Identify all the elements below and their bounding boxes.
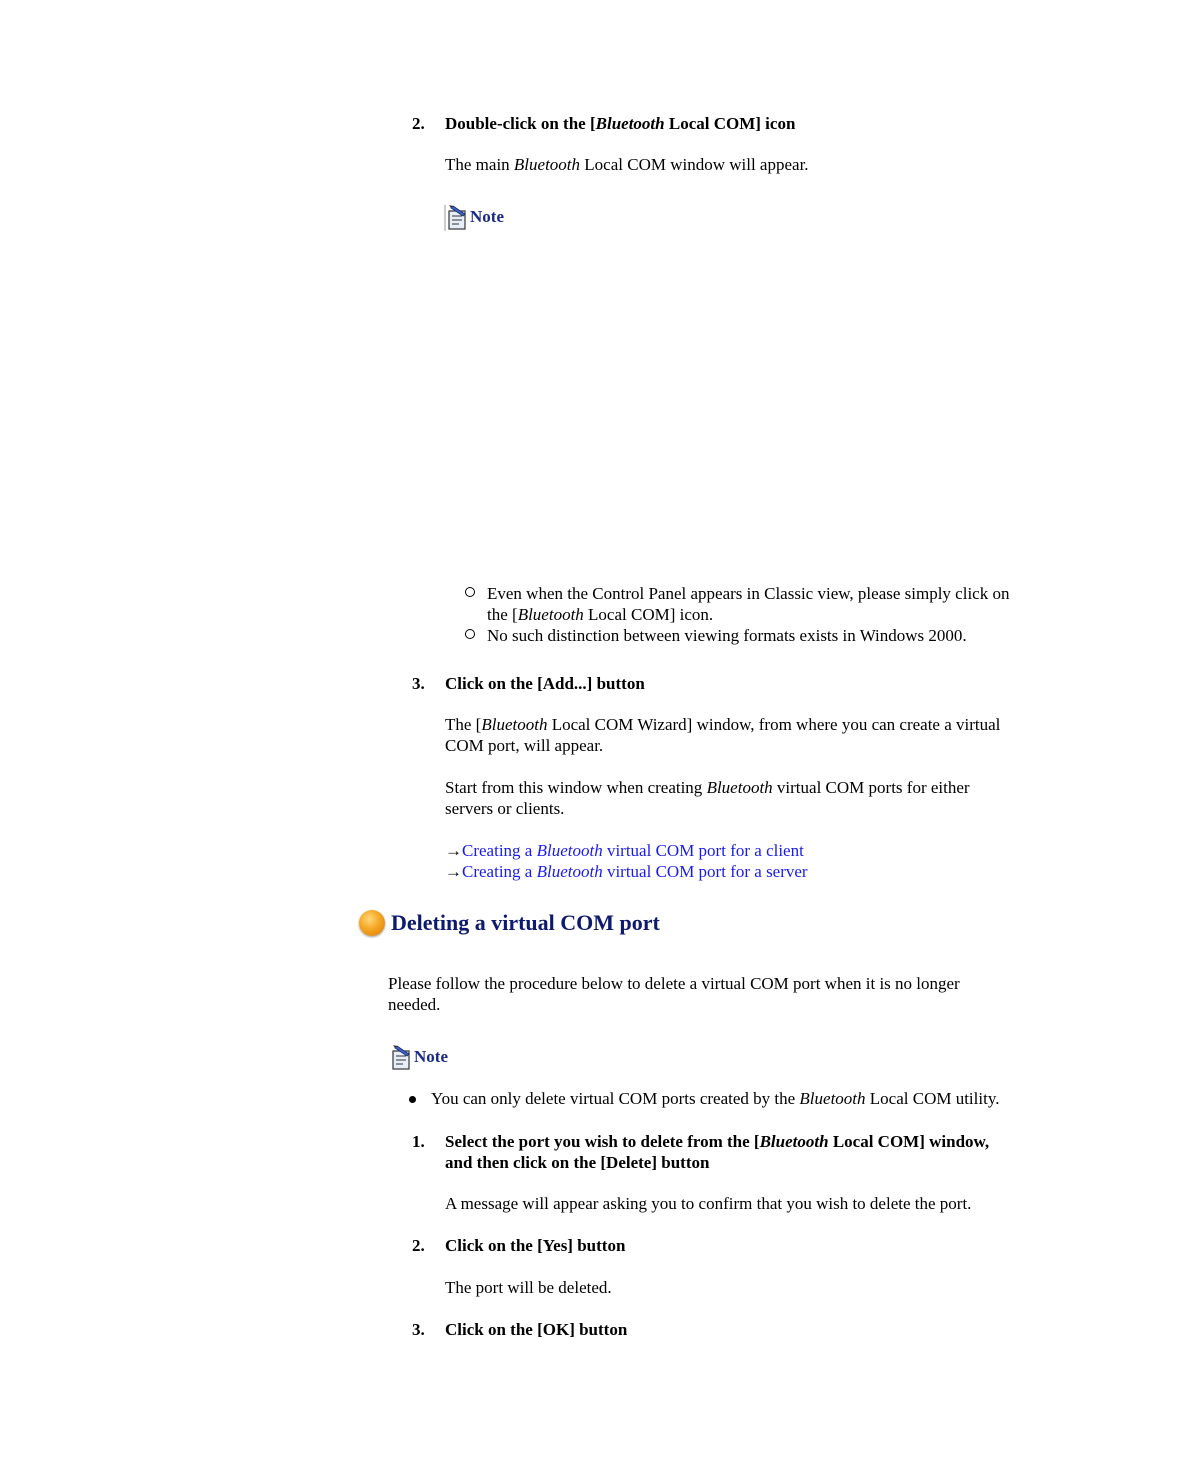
delete-step-1-description: A message will appear asking you to confirm that you wish to delete the port. [445, 1194, 972, 1213]
desc-line-1 [445, 777, 970, 798]
intro-line-2: needed. [388, 995, 441, 1014]
note-1-item-2 [487, 625, 967, 646]
desc-pre: The main [445, 155, 514, 174]
desc-italic: Bluetooth [513, 155, 581, 174]
step-text-italic: Bluetooth [595, 114, 665, 133]
step-3-heading [412, 673, 645, 694]
intro-line-1: Please follow the procedure below to delete a virtual COM port when it is no longer [388, 974, 960, 993]
arrow-icon: → [445, 862, 462, 881]
desc-italic: Bluetooth [706, 778, 773, 797]
step-number: 3. [412, 674, 425, 693]
delete-step-1-heading [412, 1131, 990, 1173]
link-post: virtual COM port for a server [602, 862, 808, 881]
circle-bullet-icon [465, 587, 475, 597]
note-label: Note [470, 207, 504, 226]
step-3-description-2 [445, 777, 970, 819]
orange-orb-icon [359, 910, 385, 936]
step-number: 3. [412, 1320, 425, 1339]
desc-post: virtual COM ports for either [772, 778, 970, 797]
delete-step-2-description: The port will be deleted. [445, 1278, 612, 1297]
link-client[interactable] [445, 840, 804, 861]
link-pre: Creating a [462, 862, 537, 881]
desc-pre: The [ [445, 715, 482, 734]
bullet-icon [409, 1096, 416, 1103]
step-number: 1. [412, 1132, 425, 1151]
desc-post: Local COM window will appear. [580, 155, 809, 174]
bullet-italic: Bluetooth [799, 1089, 866, 1108]
item-line-2-post: Local COM] icon. [583, 605, 714, 624]
circle-bullet-icon [465, 629, 475, 639]
link-pre: Creating a [462, 841, 537, 860]
delete-step-3-heading [412, 1319, 628, 1340]
link-server[interactable] [445, 861, 808, 882]
link-server-anchor[interactable] [462, 862, 808, 881]
link-italic: Bluetooth [536, 862, 603, 881]
step-number: 2. [412, 114, 425, 133]
link-client-anchor[interactable] [462, 841, 804, 860]
section-title: Deleting a virtual COM port [391, 910, 660, 935]
step-line-1 [445, 1131, 989, 1152]
delete-step-2-heading [412, 1235, 626, 1256]
step-text: Click on the [Add...] button [445, 674, 645, 693]
link-italic: Bluetooth [536, 841, 603, 860]
item-line-2 [487, 604, 1009, 625]
item-line-1: Even when the Control Panel appears in Classic view, please simply click on [487, 584, 1010, 603]
note-icon [388, 1043, 414, 1071]
step-3-description-1 [445, 714, 1000, 756]
note-2 [388, 1043, 448, 1071]
desc-line-1 [445, 714, 1000, 735]
note-1-item-1 [487, 583, 1009, 625]
step-2-description [445, 154, 809, 175]
note-label: Note [414, 1047, 448, 1066]
note-1 [444, 203, 504, 231]
bullet-post: Local COM utility. [865, 1089, 1000, 1108]
desc-italic: Bluetooth [481, 715, 548, 734]
line-pre: Select the port you wish to delete from the [ [445, 1132, 760, 1151]
step-line-2: and then click on the [Delete] button [445, 1153, 710, 1172]
item-line-2-pre: the [ [487, 605, 518, 624]
desc-post: Local COM Wizard] window, from where you can create a virtual [547, 715, 1001, 734]
desc-pre: Start from this window when creating [445, 778, 707, 797]
section-intro [388, 973, 960, 1015]
bullet-pre: You can only delete virtual COM ports created by the [431, 1089, 800, 1108]
desc-line-2: COM port, will appear. [445, 736, 604, 755]
step-text-pre: Double-click on the [ [445, 114, 596, 133]
step-text-post: Local COM] icon [664, 114, 796, 133]
desc-line-2: servers or clients. [445, 799, 565, 818]
link-post: virtual COM port for a client [602, 841, 804, 860]
note-2-bullet [431, 1088, 999, 1109]
step-number: 2. [412, 1236, 425, 1255]
step-2-heading [412, 113, 796, 134]
step-text: Click on the [OK] button [445, 1320, 628, 1339]
line-italic: Bluetooth [759, 1132, 829, 1151]
section-heading [359, 910, 660, 936]
step-text: Click on the [Yes] button [445, 1236, 626, 1255]
item-2-text: No such distinction between viewing formats exists in Windows 2000. [487, 626, 967, 645]
line-post: Local COM] window, [828, 1132, 990, 1151]
arrow-icon: → [445, 841, 462, 860]
note-icon [444, 203, 470, 231]
item-line-2-italic: Bluetooth [517, 605, 584, 624]
